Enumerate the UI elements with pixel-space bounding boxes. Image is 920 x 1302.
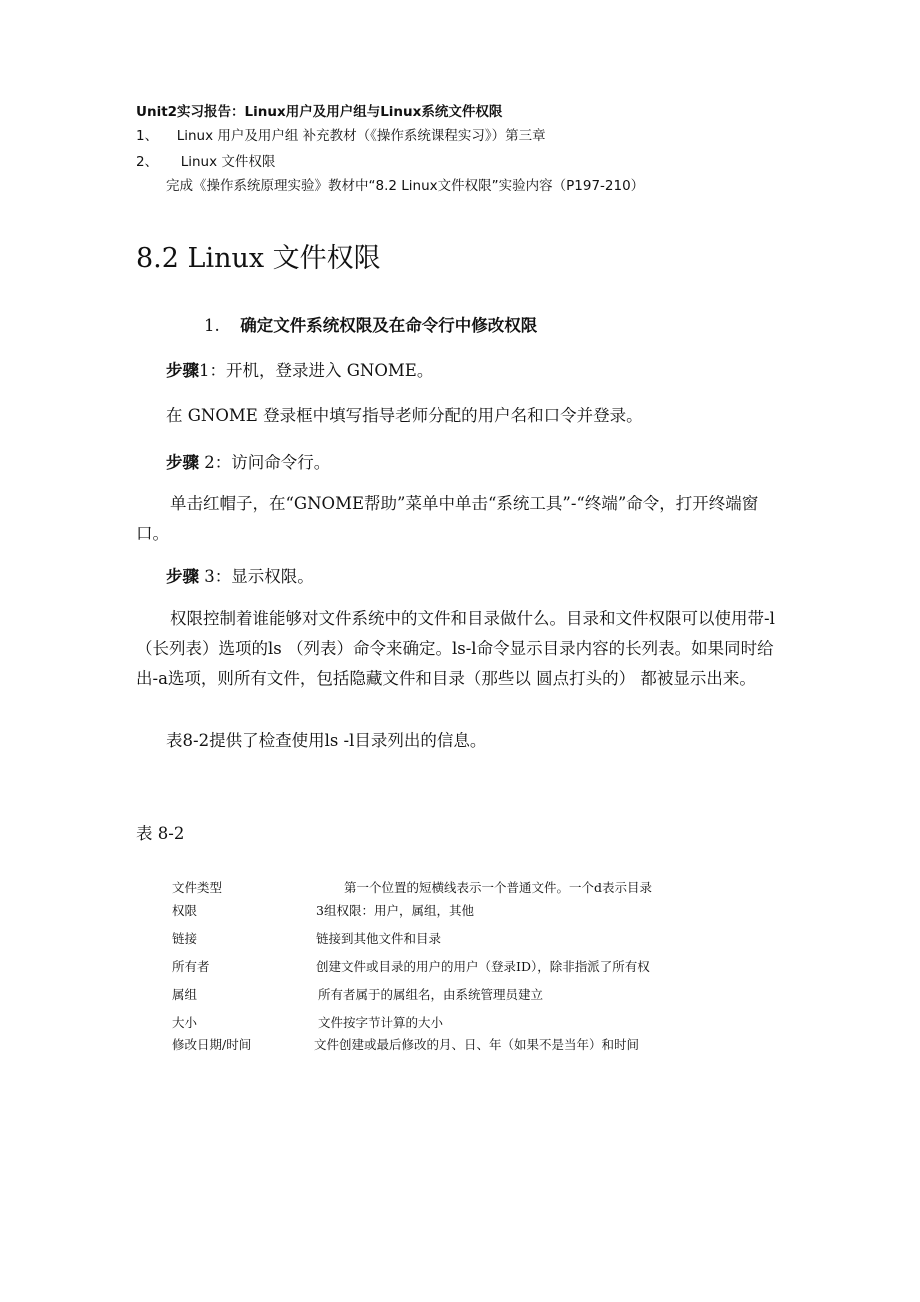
paragraph-text: 权限控制着谁能够对文件系统中的文件和目录做什么。目录和文件权限可以使用带-l （长列表）选项的ls （列表）命令来确定。ls-l命令显示目录内容的长列表。如果同时给出-a选项，则所有文件，包括隐藏文件和目录（那些以 圆点打头的） 都被显示出来。 [136,609,775,688]
table-cell-field: 文件类型 [172,880,223,895]
table-cell-field: 所有者 [172,959,210,974]
table-cell-desc: 链接到其他文件和目录 [316,931,442,946]
report-title: Unit2实习报告：Linux用户及用户组与Linux系统文件权限 [136,104,503,120]
table-cell-desc: 所有者属于的属组名，由系统管理员建立 [318,987,544,1002]
step-1-paragraph: 在 GNOME 登录框中填写指导老师分配的用户名和口令并登录。 [166,406,643,425]
step-label: 步骤 [166,567,199,586]
step-2-paragraph [136,489,786,549]
subsection-heading [204,312,537,336]
step-label: 步骤 [166,453,199,472]
list-text: Linux 文件权限 [180,154,276,170]
section-heading: 8.2 Linux 文件权限 [136,243,381,274]
table-cell-field: 大小 [172,1015,198,1030]
list-detail: 完成《操作系统原理实验》教材中“8.2 Linux文件权限”实验内容（P197-210） [166,178,645,194]
step-label: 步骤 [166,361,199,380]
table-intro: 表8-2提供了检查使用ls -l目录列出的信息。 [166,731,487,750]
table-cell-desc: 第一个位置的短横线表示一个普通文件。一个d表示目录 [344,880,653,895]
paragraph-text: 单击红帽子，在“GNOME帮助”菜单中单击“系统工具”-“终端”命令，打开终端窗口。 [136,494,759,543]
step-text: 1：开机，登录进入 GNOME。 [199,361,434,380]
table-cell-desc: 文件创建或最后修改的月、日、年（如果不是当年）和时间 [314,1037,640,1052]
table-cell-field: 修改日期/时间 [172,1037,252,1052]
step-text: 3：显示权限。 [199,567,314,586]
subsection-title: 确定文件系统权限及在命令行中修改权限 [240,316,538,335]
step-3 [166,563,314,587]
list-number: 1、 [136,128,159,144]
step-3-paragraph [136,604,786,694]
step-text: 2：访问命令行。 [199,453,331,472]
table-cell-desc: 3组权限：用户，属组，其他 [316,903,474,918]
table-caption: 表 8-2 [136,824,185,843]
step-1 [166,357,433,381]
step-2 [166,449,330,473]
table-cell-field: 链接 [172,931,198,946]
list-number: 2、 [136,154,159,170]
list-item [136,150,275,170]
table-cell-field: 属组 [172,987,198,1002]
list-item [136,124,546,144]
subsection-number: 1. [204,316,220,335]
table-cell-desc: 创建文件或目录的用户的用户（登录ID），除非指派了所有权 [316,959,650,974]
table-cell-desc: 文件按字节计算的大小 [318,1015,444,1030]
list-text: Linux 用户及用户组 补充教材（《操作系统课程实习》）第三章 [176,128,546,144]
table-cell-field: 权限 [172,903,198,918]
